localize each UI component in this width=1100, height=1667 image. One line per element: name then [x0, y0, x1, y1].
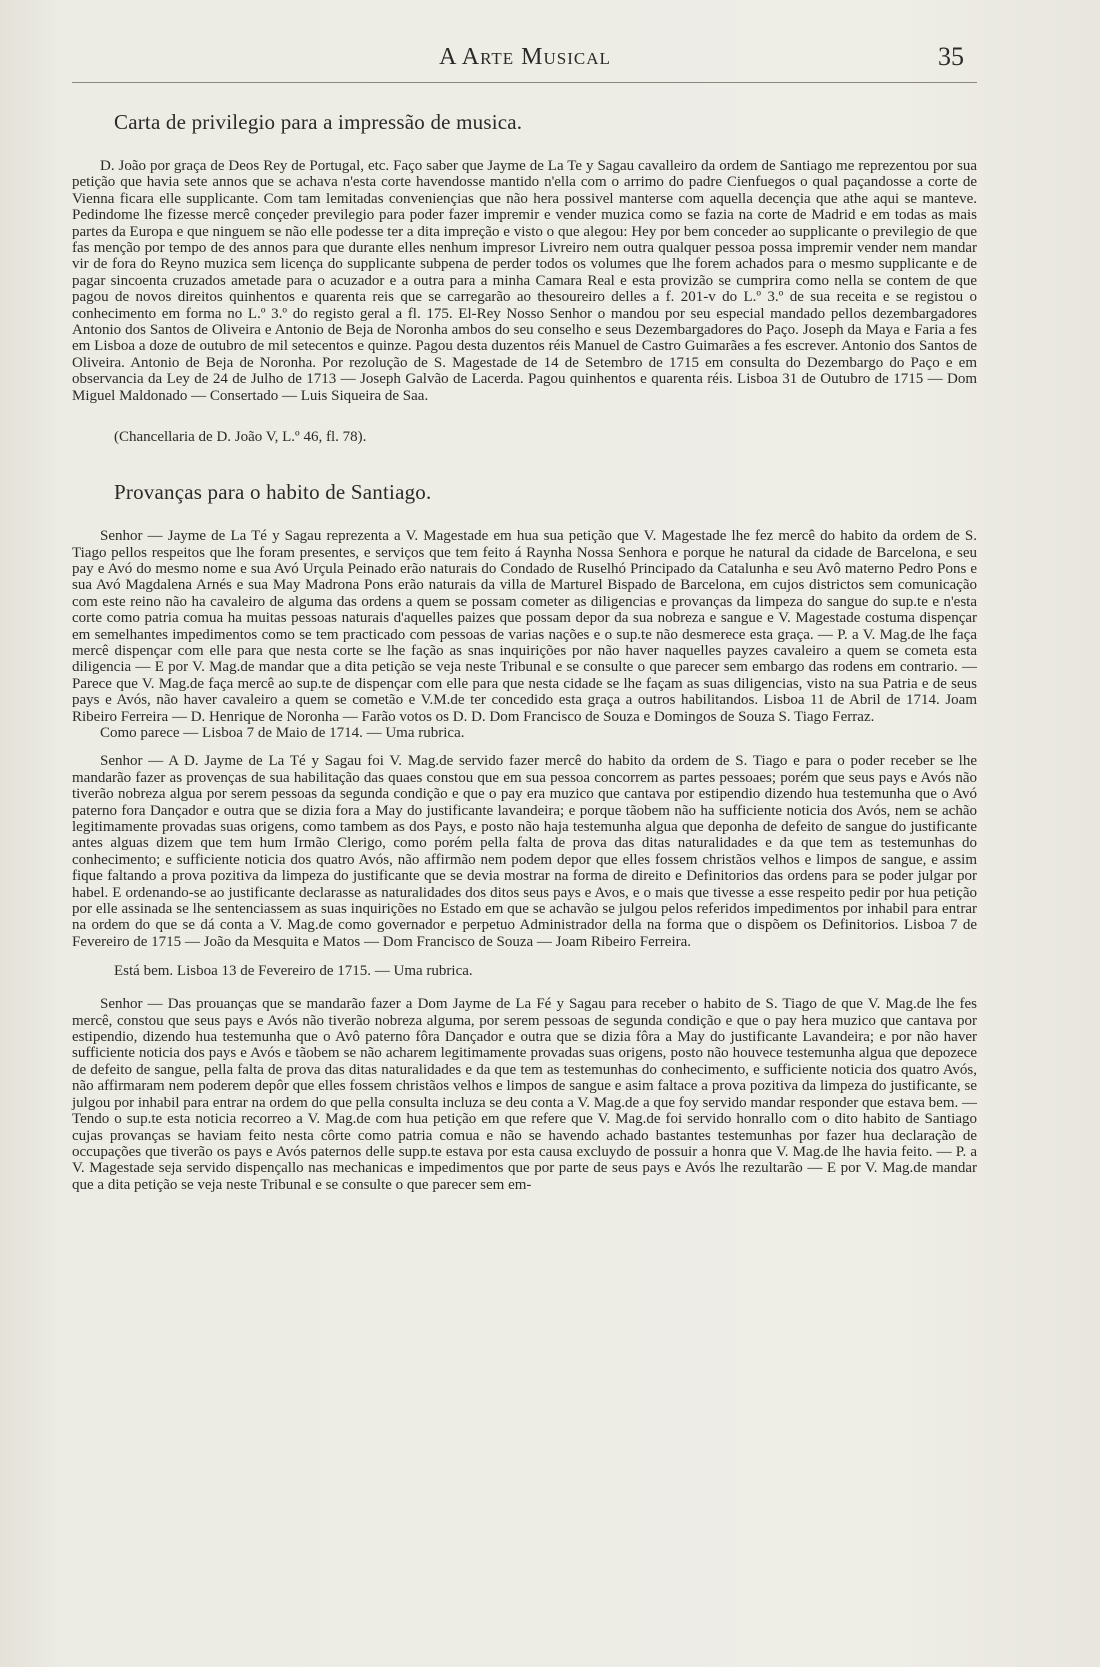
- royal-decision: Está bem. Lisboa 13 de Fevereiro de 1715. — Uma rubrica.: [114, 963, 473, 980]
- journal-title: A Arte Musical: [439, 44, 611, 70]
- section-heading-santiago: Provanças para o habito de Santiago.: [114, 480, 432, 505]
- santiago-petition-closing: Como parece — Lisboa 7 de Maio de 1714. — Uma rubrica.: [100, 724, 465, 741]
- page-number: 35: [938, 42, 964, 71]
- dispensation-petition-text: Senhor — Das prouanças que se mandarão fazer a Dom Jayme de La Fé y Sagau para receber o habito de S. Tiago de que V. Mag.de lhe fes mercê, constou que seus pays e Avós não tiverão nobreza alguma, por serem pessoas de segunda condição e que o pay hera muzico que cantava por estipendio, dizendo hua testemunha que o Avô paterno fôra Dançador e outra que se dizia fôra a May do justificante Lavandeira; e por não haver sufficiente noticia dos pays e Avós e tãobem se não acharem legitimamente provadas suas origens, posto não houvece testemunha algua que depozece de defeito de sangue, pella falta de prova das ditas naturalidades e da que tem as testemunhas do conhecimento, e sufficiente noticia dos quatro Avós, não affirmaram nem poderem depôr que elles fossem christãos velhos e limpos de sangue e asim faltace a prova pozitiva da limpeza do justificante, se julgou por inhabil para entrar na ordem do que pella consulta incluza se deu conta a V. Mag.de a que foy servido mandar responder que estava bem. — Tendo o sup.te esta noticia recorreo a V. Mag.de com hua petição em que refere que V. Mag.de foi servido honrallo com o dito habito de Santiago cujas provanças se haviam feito nesta côrte como patria comua e não se havendo achado bastantes testemunhas por fazer hua declaração de occupações que tiverão os pays e Avós paternos delle supp.te estava por esta causa excluydo de possuir a honra que V. Mag.de lhe havia feito. — P. a V. Magestade seja servido dispençallo nas mechanicas e impedimentos que por parte de seus pays e Avós lhe rezultarão — E por V. Mag.de mandar que a dita petição se veja neste Tribunal e se consulte o que parecer sem em-: [72, 996, 977, 1193]
- chancellery-citation: (Chancellaria de D. João V, L.º 46, fl. 78).: [114, 429, 367, 446]
- section-heading-privilege: Carta de privilegio para a impressão de musica.: [114, 110, 523, 134]
- article-content: [72, 110, 977, 1193]
- paragraph-gap: [72, 741, 977, 753]
- running-header: [0, 44, 1100, 74]
- habilitation-report-text: Senhor — A D. Jayme de La Té y Sagau foi V. Mag.de servido fazer mercê do habito da ordem de S. Tiago e para o poder receber se lhe mandarão fazer as provenças de sua habilitação das quaes constou que em sua pessoa concorrem as partes pessoaes; porém que seus pays e Avós não tiverão nobreza algua por serem pessoas da segunda condição e que o pay era muzico que cantava por estipendio dizendo hua testemunha que o Avó paterno fora Dançador e outra que se dizia fora a May do justificante lavandeira; e porque tãobem não ha sufficiente noticia dos Avós, nem se achão legitimamente provadas suas origens, como tambem as dos Pays, e posto não haja testemunha algua que deponha de defeito de sangue do justificante antes alguas dizem que tem hum Irmão Clerigo, como porém pella falta de prova das ditas naturalidades e da que tem as testemunhas do conhecimento; e sufficiente noticia dos quatro Avós, não affirmão nem podem depor que elles fossem christãos velhos e limpos de sangue, e assim fique faltando a prova pozitiva da limpeza do justificante que se devia mostrar na forma de direito e Definitorios das ordens para se poder julgar por habel. E ordenando-se ao justificante declarasse as naturalidades dos ditos seus pays e Avos, e o mais que tivesse a esse respeito pedir por hua petição por elle assinada se lhe sentenciassem as suas inquirições no Estado em que se achavão se julgou pelos referidos impedimentos por inhabil para entrar na ordem do que se dá conta a V. Mag.de como governador e perpetuo Administrador della na forma que o dispõem os Definitorios. Lisboa 7 de Fevereiro de 1715 — João da Mesquita e Matos — Dom Francisco de Souza — Joam Ribeiro Ferreira.: [72, 753, 977, 950]
- santiago-petition-text: Senhor — Jayme de La Té y Sagau reprezenta a V. Magestade em hua sua petição que V. Magestade lhe fez mercê do habito da ordem de S. Tiago pellos respeitos que lhe foram presentes, e serviços que tem feito á Raynha Nossa Senhora e porque he natural da cidade de Barcelona, e seu pay e Avó do mesmo nome e sua Avó Urçula Peinado erão naturais do Condado de Ruselhó Principado da Catalunha e seu Avô materno Pedro Pons e sua Avó Magdalena Arnés e sua May Madrona Pons erão naturais da villa de Marturel Bispado de Barcelona, em cujos districtos sem comunicação com este reino não ha cavaleiro de alguma das ordens a quem se possam cometer as diligencias e provanças da limpeza do sangue do sup.te e n'esta corte como patria comua ha muitas pessoas naturais d'aquelles paizes que possam depor da sua nobreza e sangue e V. Magestade costuma dispençar em semelhantes impedimentos como se tem practicado com pessoas de varias nações e o sup.te não desmerece esta graça. — P. a V. Mag.de lhe faça mercê dispençar com elle para que nesta corte se lhe fação as snas inquirições por não haver naquelles payzes cavaleiro a quem se cometa esta diligencia — E por V. Mag.de mandar que a dita petição se veja neste Tribunal e se consulte o que parecer sem embargo das rodens em contrario. — Parece que V. Mag.de faça mercê ao sup.te de dispençar com elle para que nesta cidade se lhe façam as suas diligencias, visto na sua Patria e de seus pays e Avós, não haver cavaleiro a quem se cometão e V.M.de ter concedido esta graça a outros habilitandos. Lisboa 11 de Abril de 1714. Joam Ribeiro Ferreira — D. Henrique de Noronha — Farão votos os D. D. Dom Francisco de Souza e Domingos de Souza S. Tiago Ferraz.: [72, 528, 977, 725]
- header-rule: [72, 82, 977, 83]
- privilege-letter-text: D. João por graça de Deos Rey de Portugal, etc. Faço saber que Jayme de La Te y Sagau cavalleiro da ordem de Santiago me reprezentou por sua petição que havia sete annos que se achava n'esta corte havendosse mantido n'ella com o arrimo do padre Cienfuegos o qual paçandosse a corte de Vienna ficara elle supplicante. Com tam lemitadas conveniençias que não hera possivel manterse com aquella decençia que athe aqui se manteve. Pedindome lhe fizesse mercê conçeder previlegio para poder fazer impremir e vender muzica como se fazia na corte de Madrid e em todas as mais partes da Europa e que ninguem se não elle podesse ter a dita impreção e visto o que alegou: Hey por bem conceder ao supplicante o previlegio de que fas menção por tempo de des annos para que durante elles nenhum impresor Livreiro nem outra qualquer pessoa possa impremir vender nem mandar vir de fora do Reyno muzica sem licença do supplicante subpena de perder todos os volumes que lhe forem achados para o mesmo supplicante e de pagar sincoenta cruzados ametade para o acuzador e a outra para a minha Camara Real e esta provizão se cumprira como nella se contem de que pagou de novos direitos quinhentos e quarenta reis que se carregarão ao thesoureiro delles a f. 201-v do L.º 3.º de sua receita e se registou o conhecimento em forma no L.º 3.º do registo geral a fl. 175. El-Rey Nosso Senhor o mandou por seu especial mandado pellos dezembargadores Antonio dos Santos de Oliveira e Antonio de Beja de Noronha ambos do seu conselho e seus Dezembargadores do Paço. Joseph da Maya e Faria a fes em Lisboa a doze de outubro de mil setecentos e quinze. Pagou desta duzentos réis Manuel de Castro Guimarães a fes escrever. Antonio dos Santos de Oliveira. Antonio de Beja de Noronha. Por rezolução de S. Magestade de 14 de Setembro de 1715 em consulta do Dezembargo do Paço e em observancia da Ley de 24 de Julho de 1713 — Joseph Galvão de Lacerda. Pagou quinhentos e quarenta réis. Lisboa 31 de Outubro de 1715 — Dom Miguel Maldonado — Consertado — Luis Siqueira de Saa.: [72, 158, 977, 404]
